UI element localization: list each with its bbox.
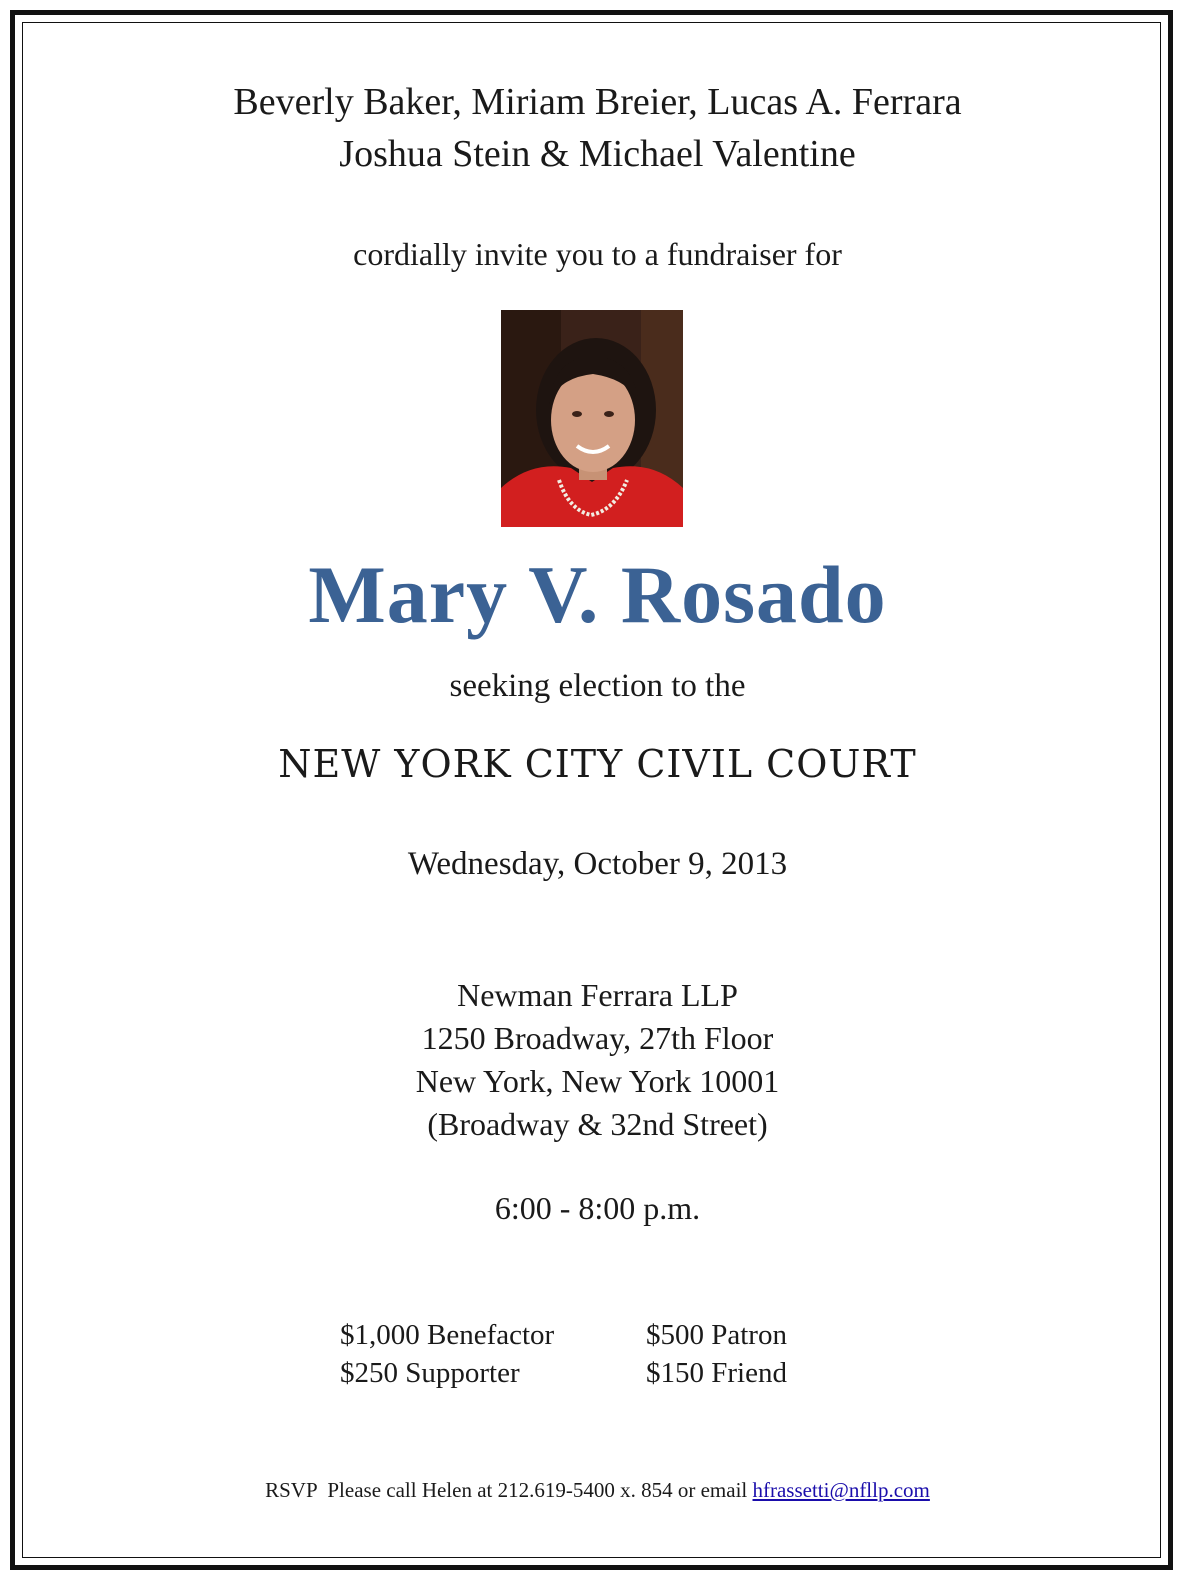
rsvp-line (0, 1478, 1195, 1503)
level-friend: $150 Friend (646, 1357, 787, 1389)
venue-address-1: 1250 Broadway, 27th Floor (421, 1020, 774, 1056)
candidate-photo (501, 310, 683, 527)
levels-row (340, 1316, 787, 1354)
level-patron: $500 Patron (646, 1319, 787, 1351)
rsvp-text: RSVP Please call Helen at 212.619-5400 x. 854 or email (265, 1478, 753, 1502)
venue-cross-street: (Broadway & 32nd Street) (427, 1106, 768, 1142)
levels-row (340, 1354, 787, 1392)
hosts-line-1: Beverly Baker, Miriam Breier, Lucas A. Ferrara (233, 81, 962, 123)
hosts-line-2: Joshua Stein & Michael Valentine (339, 133, 856, 175)
court-name: NEW YORK CITY CIVIL COURT (278, 742, 917, 786)
seeking-text: seeking election to the (449, 668, 746, 704)
event-date: Wednesday, October 9, 2013 (407, 846, 788, 882)
event-time: 6:00 - 8:00 p.m. (494, 1190, 701, 1226)
venue-address-2: New York, New York 10001 (415, 1063, 780, 1099)
invite-text: cordially invite you to a fundraiser for (353, 236, 842, 272)
level-supporter: $250 Supporter (340, 1357, 520, 1389)
rsvp-email-link[interactable]: hfrassetti@nfllp.com (752, 1478, 930, 1502)
hosts (0, 76, 1195, 180)
contribution-levels (340, 1316, 787, 1392)
candidate-name: Mary V. Rosado (308, 549, 887, 640)
venue-name: Newman Ferrara LLP (457, 977, 738, 1013)
level-benefactor: $1,000 Benefactor (340, 1319, 555, 1351)
venue (0, 974, 1195, 1146)
